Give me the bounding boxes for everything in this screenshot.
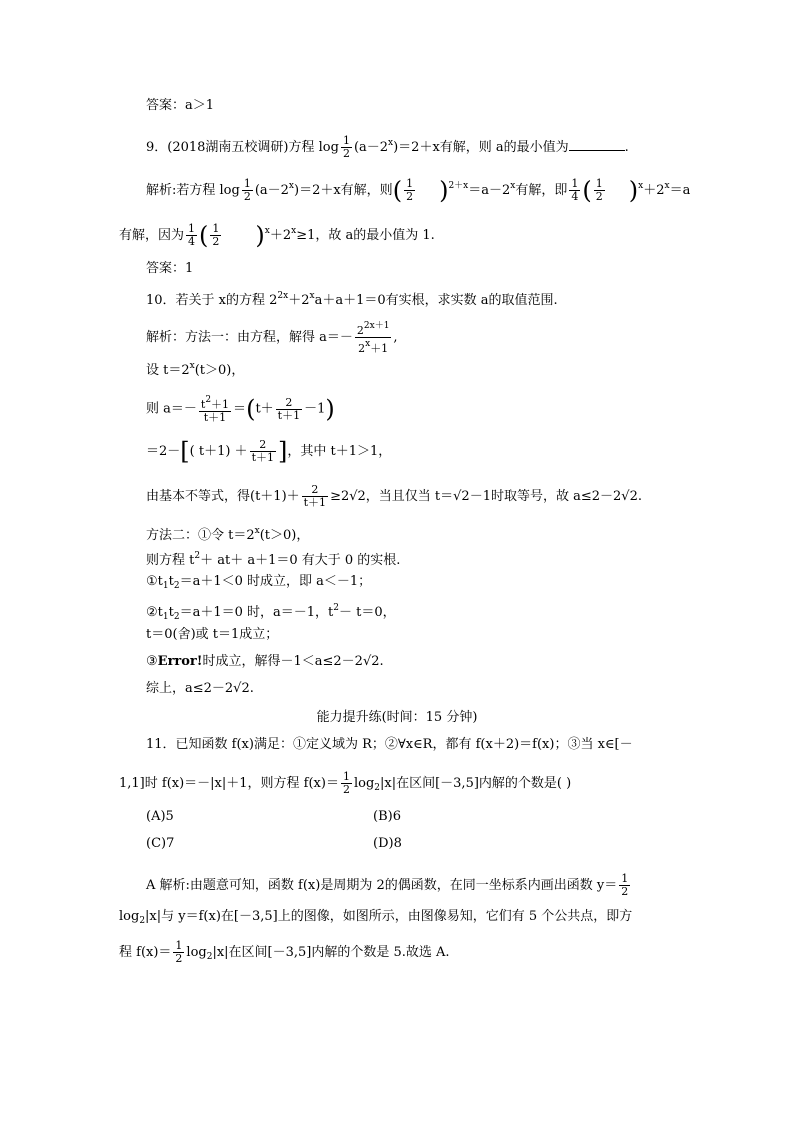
- fraction-denominator: 2: [595, 190, 603, 203]
- q9-sol2-half-fraction: [210, 223, 221, 248]
- fraction-numerator: 1: [406, 177, 414, 190]
- subscript: 2: [173, 581, 180, 591]
- option-d: (D)8: [373, 836, 402, 851]
- case3-text: ③: [146, 654, 158, 669]
- q9-solution-line1: [146, 177, 690, 203]
- q11-solution-line3: [119, 940, 450, 966]
- q9-sol2-text-c: ≥1，故 a的最小值为 1.: [296, 228, 435, 243]
- ineq-fraction: [302, 484, 328, 509]
- case2-t2: t: [168, 605, 174, 620]
- q10-stem-text-b: ＋2: [288, 293, 310, 308]
- eq2-term: ( t＋1) ＋: [189, 444, 248, 459]
- fraction-denominator: 2: [406, 190, 414, 203]
- fraction-numerator: 2: [250, 439, 276, 452]
- q11-sol3-end: |x|在区间[－3,5]内解的个数是 5.故选 A.: [212, 945, 450, 960]
- m2-text-b: (t＞0)，: [259, 528, 310, 543]
- q9-sol-text-d: ＝a－2: [468, 183, 511, 198]
- q11-stem-line1: 11．已知函数 f(x)满足：①定义域为 R；②∀x∈R，都有 f(x＋2)＝f(x)；③当 x∈[－: [146, 737, 633, 752]
- fraction-denominator: 2: [175, 952, 183, 965]
- q10-inequality: [146, 484, 642, 509]
- exponent: 2: [205, 395, 212, 405]
- q11-fraction: [341, 771, 352, 796]
- q9-sol-text-b: (a－2: [254, 183, 289, 198]
- q9-stem-text-c: )＝2＋x有解，则 a的最小值为: [393, 140, 569, 155]
- q11-stem2-end: |x|在区间[－3,5]内解的个数是( ): [380, 776, 572, 791]
- ineq-text: 由基本不等式，得(t＋1)＋: [146, 489, 300, 504]
- q9-half-fraction-2: [594, 178, 605, 203]
- fraction-denominator: 2: [621, 885, 629, 898]
- eq1-fraction-2: [276, 397, 302, 422]
- q10-case2-cont: t＝0(舍)或 t＝1成立；: [146, 627, 279, 642]
- case2-end: － t＝0，: [339, 605, 396, 620]
- case3-end: 时成立，解得－1＜a≤2－2√2.: [202, 654, 384, 669]
- q10-case2: [146, 599, 396, 626]
- exponent: 2x: [277, 291, 289, 301]
- q10-eq1: [146, 394, 335, 424]
- fraction-numerator: 1: [595, 177, 603, 190]
- right-paren: ): [628, 176, 639, 205]
- m2-text: 方法二：①令 t＝2: [146, 528, 255, 543]
- q9-stem: [146, 134, 629, 160]
- q11-sol2-text: |x|与 y＝f(x)在[－3,5]上的图像，如图所示，由图像易知，它们有 5 个公共点，即方: [145, 909, 633, 924]
- q11-sol-text: A 解析:由题意可知，函数 f(x)是周期为 2的偶函数，在同一坐标系内画出函数 y＝: [146, 878, 618, 893]
- left-paren: (: [246, 395, 256, 423]
- fraction-numerator: 1: [243, 177, 251, 190]
- q9-sol-fraction: [242, 178, 253, 203]
- q11-sol3-text: 程 f(x)＝: [119, 945, 172, 960]
- q9-quarter-fraction: [569, 178, 580, 203]
- ineq-end: ≥2√2，当且仅当 t＝√2－1时取等号，故 a≤2－2√2.: [330, 489, 642, 504]
- fraction-numerator: 1: [621, 872, 629, 885]
- exponent: x: [664, 181, 670, 191]
- left-bracket: [: [180, 437, 190, 466]
- fraction-numerator: 1: [342, 770, 350, 783]
- fraction-denominator: t＋1: [251, 451, 274, 464]
- fraction-numerator: [199, 394, 231, 412]
- q9-half-fraction: [404, 178, 415, 203]
- eq1-term: t＋: [255, 401, 274, 417]
- fraction-denominator: t＋1: [203, 411, 227, 424]
- eq2-fraction: [250, 439, 276, 464]
- case1-end: ＝a＋1＜0 时成立，即 a＜－1；: [179, 574, 372, 589]
- case2-mid: ＝a＋1＝0 时，a＝－1，t: [179, 605, 334, 620]
- q11-sol3-fraction: [173, 940, 184, 965]
- answer-blank: [569, 138, 625, 151]
- set-t-end: (t＞0)，: [194, 363, 245, 378]
- right-paren: ): [439, 176, 449, 205]
- case1-t2: t: [168, 574, 174, 589]
- left-paren: (: [199, 221, 209, 250]
- eq1-fraction: [199, 394, 231, 424]
- numerator-rest: ＋1: [211, 398, 230, 411]
- subscript: 2: [374, 783, 380, 793]
- eq2-end: ，其中 t＋1＞1，: [287, 444, 392, 459]
- q10-method1-line: [146, 320, 398, 355]
- q10-case1: [146, 573, 371, 595]
- subscript: 2: [206, 952, 213, 962]
- log-text: log: [119, 909, 140, 924]
- fraction-numerator: 1: [188, 222, 196, 235]
- exponent: x: [288, 181, 294, 191]
- equals: ＝: [233, 401, 247, 417]
- log-text: log: [353, 776, 375, 791]
- error-marker: Error!: [157, 654, 203, 669]
- eq1-text: 则 a＝－: [146, 401, 197, 417]
- fraction-denominator: [355, 338, 392, 355]
- fraction-denominator: t＋1: [277, 408, 301, 422]
- exponent: x: [254, 526, 260, 536]
- subscript: 1: [162, 612, 169, 622]
- option-c: (C)7: [146, 836, 175, 851]
- punctuation: ,: [393, 330, 398, 345]
- exponent: 2＋x: [448, 181, 469, 191]
- section-title: 能力提升练(时间：15 分钟): [316, 710, 478, 725]
- q11-solution-line1: [146, 873, 632, 898]
- right-bracket: ]: [277, 437, 288, 466]
- subscript: 1: [162, 581, 169, 591]
- q10-eq2: [146, 439, 391, 464]
- fraction-denominator: 2: [342, 783, 350, 796]
- exponent: x: [264, 226, 270, 236]
- fraction-numerator: 1: [571, 177, 579, 190]
- exponent: 2: [194, 551, 201, 561]
- fraction-numerator: [355, 320, 392, 338]
- fraction-numerator: 1: [342, 134, 350, 147]
- q9-solution-line2: [119, 222, 435, 248]
- exponent: 2x＋1: [363, 321, 390, 331]
- q9-sol-text-f: ＋2: [643, 183, 665, 198]
- numerator-base: 2: [356, 324, 364, 337]
- numerator-base: t: [200, 398, 206, 411]
- option-b: (B)6: [373, 809, 401, 824]
- exponent: 2: [333, 603, 339, 613]
- fraction-denominator: 2: [243, 190, 251, 203]
- subscript: 2: [173, 612, 180, 622]
- exponent: x: [189, 361, 195, 371]
- q9-stem-text-b: (a－2: [353, 140, 389, 155]
- right-paren: ): [255, 221, 265, 250]
- case1-text: ①t: [146, 574, 163, 589]
- fraction-numerator: 1: [175, 939, 183, 952]
- q9-sol-text-c: )＝2＋x有解，则: [294, 183, 393, 198]
- fraction-denominator: 4: [571, 190, 579, 203]
- fraction-numerator: 1: [212, 222, 220, 235]
- q10-summary: 综上，a≤2－2√2.: [146, 681, 254, 696]
- q11-sol-fraction: [619, 873, 630, 898]
- right-paren: ): [325, 395, 335, 423]
- q11-stem2-text: 1,1]时 f(x)＝－|x|＋1，则方程 f(x)＝: [119, 776, 339, 791]
- denominator-base: 2: [358, 342, 366, 355]
- q9-sol-text-a: 解析:若方程 log: [146, 183, 240, 198]
- denominator-rest: ＋1: [370, 342, 389, 355]
- q8-answer: 答案：a＞1: [146, 98, 215, 113]
- left-paren: (: [582, 176, 592, 205]
- q9-answer: 答案：1: [146, 261, 194, 276]
- q9-sol2-quarter-fraction: [186, 223, 197, 248]
- set-t-text: 设 t＝2: [146, 363, 190, 378]
- q9-sol2-text-b: ＋2: [269, 228, 292, 243]
- eq1-end: －1: [304, 401, 326, 417]
- q10-method2: [146, 522, 309, 545]
- q9-sol-text-g: ＝a: [669, 183, 691, 198]
- exponent: x: [388, 138, 394, 148]
- option-a: (A)5: [146, 809, 174, 824]
- q9-sol-text-e: 有解，即: [515, 183, 568, 198]
- q10-m1-text: 解析：方法一：由方程，解得 a＝－: [146, 330, 353, 345]
- q10-stem-text-c: a＋a＋1＝0有实根，求实数 a的取值范围.: [314, 293, 558, 308]
- q10-case3: [146, 653, 384, 671]
- fraction-denominator: 2: [342, 147, 350, 160]
- exponent: x: [365, 339, 371, 349]
- eq2-text: ＝2－: [146, 444, 181, 459]
- exponent: x: [309, 291, 315, 301]
- fraction-denominator: t＋1: [303, 496, 327, 509]
- q11-solution-line2: [119, 908, 632, 930]
- exponent: x: [510, 181, 516, 191]
- fraction-denominator: 2: [212, 235, 220, 248]
- left-paren: (: [392, 176, 403, 205]
- q9-fraction: [341, 135, 352, 160]
- m2-text-c: 则方程 t: [146, 553, 195, 568]
- q10-set-t: [146, 357, 244, 380]
- case2-text: ②t: [146, 605, 163, 620]
- fraction-denominator: 4: [188, 235, 196, 248]
- q11-stem-line2: [119, 771, 571, 797]
- subscript: 2: [139, 916, 146, 926]
- q10-stem: [146, 287, 558, 310]
- exponent: x: [638, 181, 644, 191]
- fraction-numerator: 2: [276, 397, 302, 410]
- log-text: log: [186, 945, 207, 960]
- q10-stem-text: 10．若关于 x的方程 2: [146, 293, 278, 308]
- exponent: x: [291, 226, 297, 236]
- m2-text-d: ＋ at＋ a＋1＝0 有大于 0 的实根.: [200, 553, 401, 568]
- q9-sol2-text-a: 有解，因为: [119, 228, 185, 243]
- q10-equation-t: [146, 547, 400, 570]
- q9-stem-text-a: 9．(2018湖南五校调研)方程 log: [146, 140, 339, 155]
- q10-m1-fraction: [355, 320, 392, 355]
- q9-stem-end: .: [624, 140, 629, 155]
- fraction-numerator: 2: [302, 484, 328, 497]
